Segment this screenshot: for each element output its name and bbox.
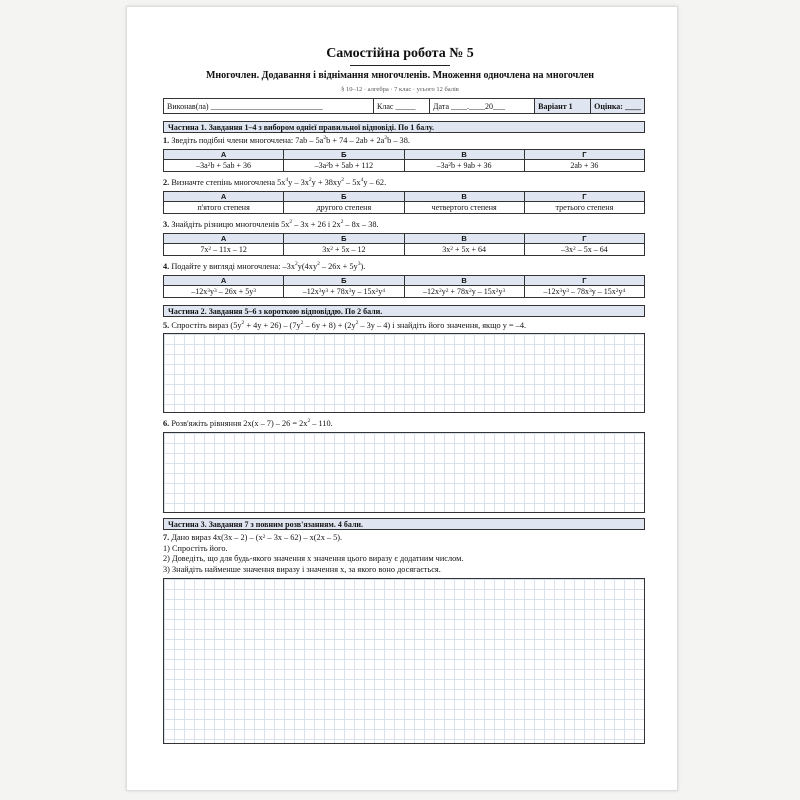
question-2-text [163,178,645,187]
question-7-step: 3) Знайдіть найменше значення виразу і значення x, за якого воно досягається. [163,564,441,574]
answer-letter: Б [284,234,404,244]
answer-option[interactable]: $3x^2 + 5x + 64$ [404,244,524,256]
section-part-1: Частина 1. Завдання 1–4 з вибором однієї правильної відповіді. По 1 балу. [163,121,645,133]
answer-option[interactable]: третього степеня [524,202,644,214]
title-underline [350,65,450,66]
answer-letter: Б [284,192,404,202]
answer-option[interactable]: $-12x^3y^3 - 78x^3y - 15x^2y^4$ [524,286,644,298]
answer-letter: Б [284,276,404,286]
student-info-row [163,98,645,114]
answer-option[interactable]: $-12x^3y^3 + 78x^3y - 15x^2y^4$ [284,286,404,298]
answer-option[interactable]: $-3a^2b + 9ab + 36$ [404,160,524,172]
answer-letter: А [164,276,284,286]
student-name-field[interactable]: Виконав(ла) ____________________________ [164,99,374,113]
answer-letter: В [404,150,524,160]
answer-letter: В [404,192,524,202]
question-body: Розв'яжіть рівняння $2x(x - 7) - 26 = 2x^2 - 110$. [171,418,333,428]
page-title: Самостійна робота № 5 [326,46,474,61]
answer-option[interactable]: $-12x^3y^3 - 26x + 5y^3$ [164,286,284,298]
answer-option[interactable]: $3x^2 + 5x - 12$ [284,244,404,256]
answer-option[interactable]: п'ятого степеня [164,202,284,214]
answer-letter: Г [524,192,644,202]
answer-option[interactable]: $-3a^2b + 5ab + 112$ [284,160,404,172]
topic-meta: § 10–12 · алгебра · 7 клас · усього 12 балів [341,86,459,93]
answer-letter: А [164,192,284,202]
answer-letter: Г [524,234,644,244]
answer-grid-q5[interactable] [163,333,645,413]
answer-letter: Г [524,276,644,286]
question-number: 2. [163,178,170,187]
question-number: 3. [163,220,170,229]
question-number: 1. [163,136,170,145]
class-field[interactable]: Клас _____ [374,99,430,113]
date-field[interactable]: Дата ____.____20___ [430,99,535,113]
section-part-2: Частина 2. Завдання 5–6 з короткою відповіддю. По 2 бали. [163,305,645,317]
answer-table-q2 [163,191,645,214]
question-7-step: 1) Спростіть його. [163,543,228,553]
answer-option[interactable]: 2ab + 36 [524,160,644,172]
answer-letter: В [404,234,524,244]
answer-option[interactable]: $-3x^2 - 5x - 64$ [524,244,644,256]
question-4-text [163,262,645,271]
answer-table-q3 [163,233,645,256]
question-body: Спростіть вираз $(5y^2 + 4y + 26) - (7y^2 - 6y + 8) + (2y^2 - 3y - 4)$ і знайдіть його значення, якщо y = –4. [171,320,527,330]
answer-letter: В [404,276,524,286]
question-body: Знайдіть різницю многочленів $5x^2 - 3x + 26$ і $2x^2 - 8x - 38$. [171,219,379,229]
question-1-text [163,136,645,145]
question-7-text [163,533,645,544]
question-3-text [163,220,645,229]
question-number: 4. [163,262,170,271]
answer-letter: А [164,150,284,160]
question-body: Визначте степінь многочлена $5x^4y - 3x^2y + 38xy^2 - 5x^4y - 62$. [171,177,387,187]
question-number: 7. [163,533,170,542]
page-subtitle: Многочлен. Додавання і віднімання многочленів. Множення одночлена на многочлен [205,70,595,81]
answer-option[interactable]: $7x^2 - 11x - 12$ [164,244,284,256]
answer-grid-q7[interactable] [163,578,645,744]
answer-option[interactable]: $-12x^2y^2 + 78x^2y - 15x^2y^3$ [404,286,524,298]
answer-table-q1 [163,149,645,172]
answer-table-q4 [163,275,645,298]
question-7-step: 2) Доведіть, що для будь-якого значення x значення цього виразу є додатним числом. [163,554,464,563]
question-7-block [163,533,645,575]
question-5-text [163,321,645,330]
variant-label: Варіант 1 [535,99,591,113]
question-number: 5. [163,321,170,330]
answer-letter: Б [284,150,404,160]
question-body: Зведіть подібні члени многочлена: $7ab - 5a^2b + 74 - 2ab + 2a^2b - 38$. [171,135,410,145]
answer-letter: А [164,234,284,244]
question-body: Подайте у вигляді многочлена: $-3x^2y(4xy^2 - 26x + 5y^3)$. [171,261,366,271]
question-number: 6. [163,419,170,428]
grade-field[interactable]: Оцінка: ____ [591,99,644,113]
answer-grid-q6[interactable] [163,432,645,513]
answer-option[interactable]: другого степеня [284,202,404,214]
section-part-3: Частина 3. Завдання 7 з повним розв'язанням. 4 бали. [163,518,645,530]
question-body: Дано вираз $4x(3x - 2) - (x^2 - 3x - 62) - x(2x - 5)$. [171,533,343,542]
question-6-text [163,419,645,428]
answer-option[interactable]: $-3a^2b + 5ab + 36$ [164,160,284,172]
answer-option[interactable]: четвертого степеня [404,202,524,214]
answer-letter: Г [524,150,644,160]
